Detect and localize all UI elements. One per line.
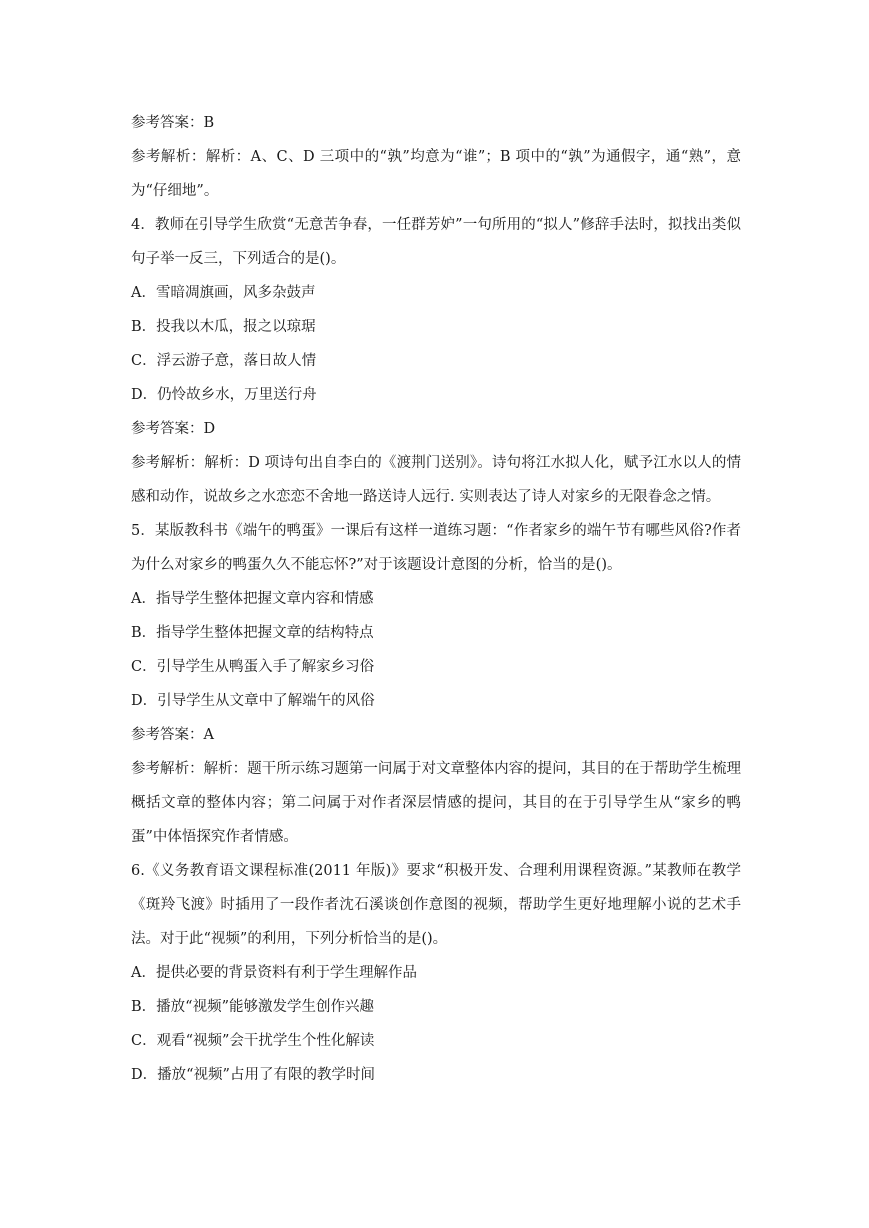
- option-q6-a: A．提供必要的背景资料有利于学生理解作品: [131, 965, 417, 981]
- question-4: 4．教师在引导学生欣赏“无意苦争春，一任群芳妒”一句所用的“拟人”修辞手法时，拟找出类似句子举一反三，下列适合的是()。: [131, 217, 741, 267]
- option-q4-a: A．雪暗凋旗画，风多杂鼓声: [131, 285, 316, 301]
- explanation-q4: 参考解析：解析：D 项诗句出自李白的《渡荆门送别》。诗句将江水拟人化，赋予江水以人的情感和动作，说故乡之水恋恋不舍地一路送诗人远行. 实则表达了诗人对家乡的无限眷念之情。: [131, 455, 741, 505]
- option-q5-c: C．引导学生从鸭蛋入手了解家乡习俗: [131, 659, 375, 675]
- answer-q5: 参考答案：A: [131, 727, 214, 743]
- option-q6-c: C．观看“视频”会干扰学生个性化解读: [131, 1033, 375, 1049]
- explanation-q5: 参考解析：解析：题干所示练习题第一问属于对文章整体内容的提问，其目的在于帮助学生梳理概括文章的整体内容；第二问属于对作者深层情感的提问，其目的在于引导学生从“家乡的鸭蛋”中体悟探究作者情感。: [131, 761, 741, 845]
- question-6: 6.《义务教育语文课程标准(2011 年版)》要求“积极开发、合理利用课程资源。”某教师在教学《斑羚飞渡》时插用了一段作者沈石溪谈创作意图的视频，帮助学生更好地理解小说的艺术手法。对于此“视频”的利用，下列分析恰当的是()。: [131, 863, 741, 947]
- question-5: 5．某版教科书《端午的鸭蛋》一课后有这样一道练习题：“作者家乡的端午节有哪些风俗?作者为什么对家乡的鸭蛋久久不能忘怀?”对于该题设计意图的分析，恰当的是()。: [131, 523, 741, 573]
- document-body: [131, 106, 741, 1092]
- answer-q4: 参考答案：D: [131, 421, 216, 437]
- option-q5-a: A．指导学生整体把握文章内容和情感: [131, 591, 374, 607]
- option-q4-c: C．浮云游子意，落日故人情: [131, 353, 317, 369]
- option-q5-b: B．指导学生整体把握文章的结构特点: [131, 625, 374, 641]
- option-q6-d: D．播放“视频”占用了有限的教学时间: [131, 1067, 375, 1083]
- option-q4-b: B．投我以木瓜，报之以琼琚: [131, 319, 316, 335]
- explanation-q3: 参考解析：解析：A、C、D 三项中的“孰”均意为“谁”；B 项中的“孰”为通假字，通“熟”，意为“仔细地”。: [131, 149, 741, 199]
- answer-q3: 参考答案：B: [131, 115, 215, 131]
- option-q6-b: B．播放“视频”能够激发学生创作兴趣: [131, 999, 374, 1015]
- option-q5-d: D．引导学生从文章中了解端午的风俗: [131, 693, 375, 709]
- option-q4-d: D．仍怜故乡水，万里送行舟: [131, 387, 317, 403]
